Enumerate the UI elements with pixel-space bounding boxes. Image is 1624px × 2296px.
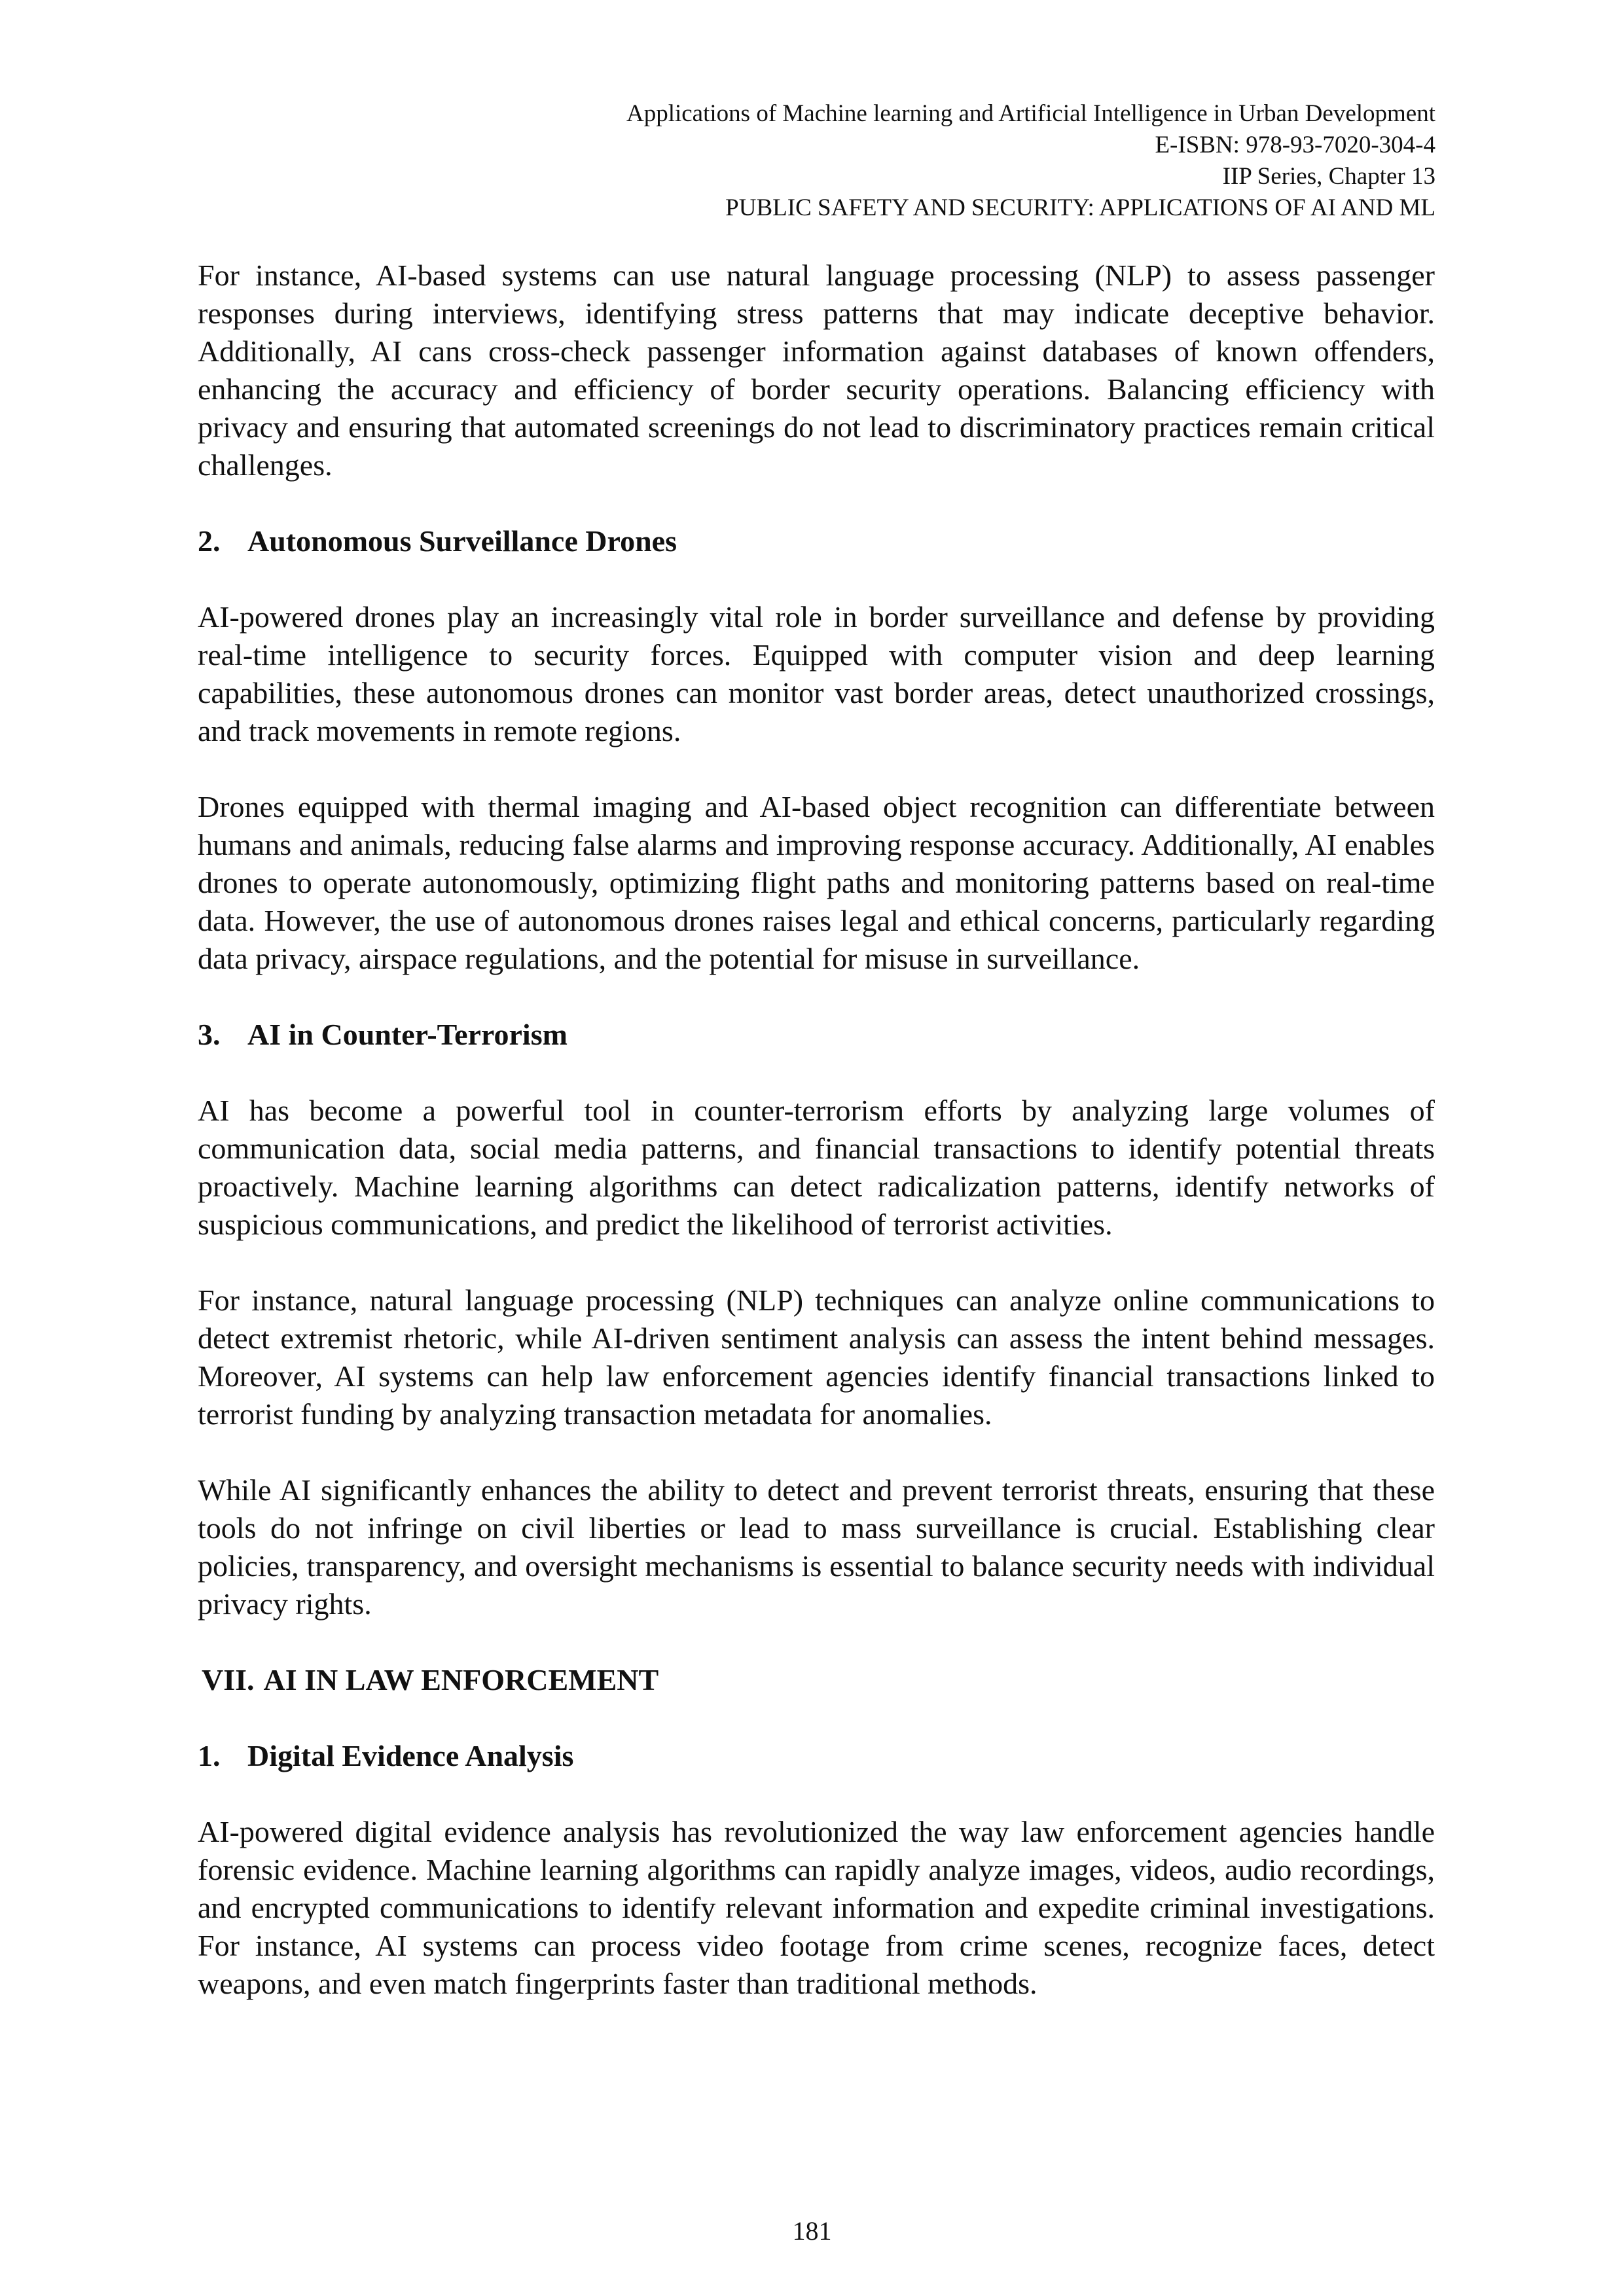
heading-title: Autonomous Surveillance Drones <box>247 524 677 558</box>
header-isbn: E-ISBN: 978-93-7020-304-4 <box>1155 132 1435 158</box>
heading-number: 2. <box>198 524 221 558</box>
heading-title: AI in Counter-Terrorism <box>247 1018 568 1051</box>
section-heading-law-enforcement <box>198 1661 1435 1699</box>
heading-number: 1. <box>198 1739 221 1772</box>
paragraph: For instance, natural language processing (NLP) techniques can analyze online communications to detect extremist rhetoric, while AI-driven sentiment analysis can assess the intent behind messages. Moreover, AI systems can help law enforcement agencies identify financial transactions linked to terrorist funding by analyzing transaction metadata for anomalies. <box>198 1283 1435 1431</box>
header-series: IIP Series, Chapter 13 <box>1222 163 1435 190</box>
paragraph: For instance, AI-based systems can use natural language processing (NLP) to assess passenger responses during interviews, identifying stress patterns that may indicate deceptive behavior. Additionally, AI cans cross-check passenger information against databases of known offenders, enhancing the accuracy and efficiency of border security operations. Balancing efficiency with privacy and ensuring that automated screenings do not lead to discriminatory practices remain critical challenges. <box>198 259 1435 482</box>
paragraph: AI-powered digital evidence analysis has revolutionized the way law enforcement agencies handle forensic evidence. Machine learning algorithms can rapidly analyze images, videos, audio recordings, and encrypted communications to identify relevant information and expedite criminal investigations. For instance, AI systems can process video footage from crime scenes, recognize faces, detect weapons, and even match fingerprints faster than traditional methods. <box>198 1815 1435 2000</box>
paragraph: AI has become a powerful tool in counter-terrorism efforts by analyzing large volumes of communication data, social media patterns, and financial transactions to identify potential threats proactively. Machine learning algorithms can detect radicalization patterns, identify networks of suspicious communications, and predict the likelihood of terrorist activities. <box>198 1094 1435 1241</box>
heading-number: 3. <box>198 1018 221 1051</box>
subsection-heading-digital-evidence <box>198 1737 1435 1775</box>
paragraph: While AI significantly enhances the ability to detect and prevent terrorist threats, ensuring that these tools do not infringe on civil liberties or lead to mass surveillance is crucial. Establishing clear policies, transparency, and oversight mechanisms is essential to balance security needs with individual privacy rights. <box>198 1473 1435 1621</box>
heading-title: Digital Evidence Analysis <box>247 1739 574 1772</box>
section-number: VII. <box>202 1663 255 1696</box>
paragraph: Drones equipped with thermal imaging and AI-based object recognition can differentiate between humans and animals, reducing false alarms and improving response accuracy. Additionally, AI enables drones to operate autonomously, optimizing flight paths and monitoring patterns based on real-time data. However, the use of autonomous drones raises legal and ethical concerns, particularly regarding data privacy, airspace regulations, and the potential for misuse in surveillance. <box>198 790 1435 975</box>
running-header <box>323 98 1435 224</box>
page-body <box>198 257 1435 2041</box>
paragraph: AI-powered drones play an increasingly vital role in border surveillance and defense by providing real-time intelligence to security forces. Equipped with computer vision and deep learning capabilities, these autonomous drones can monitor vast border areas, detect unauthorized crossings, and track movements in remote regions. <box>198 600 1435 747</box>
section-title: AI IN LAW ENFORCEMENT <box>263 1663 659 1696</box>
subsection-heading-counter-terrorism <box>198 1016 1435 1054</box>
header-chapter-title: PUBLIC SAFETY AND SECURITY: APPLICATIONS OF AI AND ML <box>725 194 1435 221</box>
page-number: 181 <box>792 2216 832 2246</box>
header-book-title: Applications of Machine learning and Artificial Intelligence in Urban Development <box>626 100 1435 127</box>
subsection-heading-drones <box>198 522 1435 560</box>
